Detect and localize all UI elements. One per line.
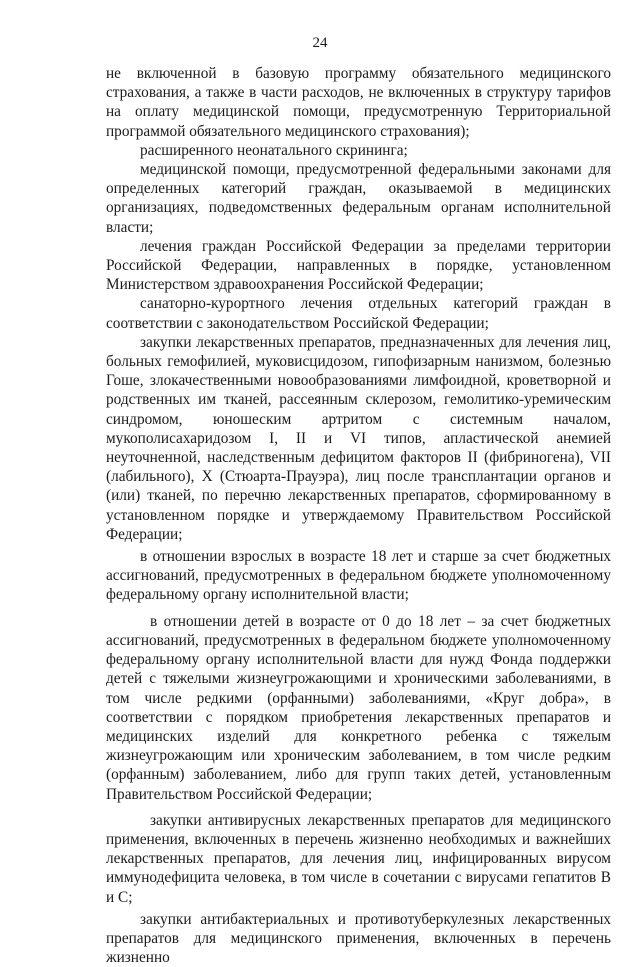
paragraph-antiviral-procurement: закупки антивирусных лекарственных препаратов для медицинского применения, включенных в перечень жизненно необходимых и важнейших лекарственных препаратов, для лечения лиц, инфицированных вирусом иммунодефицита человека, в том числе в сочетании с вирусами гепатитов B и C;: [106, 811, 611, 906]
paragraph-sanatorium-treatment: санаторно-курортного лечения отдельных категорий граждан в соответствии с законодательством Российской Федерации;: [106, 295, 611, 332]
paragraph-continuation: не включенной в базовую программу обязательного медицинского страхования, а также в части расходов, не включенных в структуру тарифов на оплату медицинской помощи, предусмотренную Территориальной программой обязательного медицинского страхования);: [106, 65, 611, 140]
page-number: 24: [312, 35, 328, 51]
document-body: [106, 64, 611, 967]
paragraph-treatment-abroad: лечения граждан Российской Федерации за пределами территории Российской Федерации, направленных в порядке, установленном Министерством здравоохранения Российской Федерации;: [106, 237, 611, 294]
paragraph-federal-laws-care: медицинской помощи, предусмотренной федеральными законами для определенных категорий граждан, оказываемой в медицинских организациях, подведомственных федеральным органам исполнительной власти;: [106, 161, 611, 236]
paragraph-antibacterial-procurement: закупки антибактериальных и противотуберкулезных лекарственных препаратов для медицинского применения, включенных в перечень жизненно: [106, 910, 611, 967]
paragraph-children: в отношении детей в возрасте от 0 до 18 лет – за счет бюджетных ассигнований, предусмотренных в федеральном бюджете уполномоченному федеральному органу исполнительной власти для нужд Фонда поддержки детей с тяжелыми жизнеугрожающими и хроническими заболеваниями, в том числе редкими (орфанными) заболеваниями, «Круг добра», в соответствии с порядком приобретения лекарственных препаратов и медицинских изделий для конкретного ребенка с тяжелым жизнеугрожающим или хроническим заболеванием, в том числе редким (орфанным) заболеванием, либо для групп таких детей, установленным Правительством Российской Федерации;: [106, 612, 611, 803]
paragraph-neonatal-screening: расширенного неонатального скрининга;: [140, 141, 408, 159]
paragraph-adults: в отношении взрослых в возрасте 18 лет и старше за счет бюджетных ассигнований, предусмотренных в федеральном бюджете уполномоченному федеральному органу исполнительной власти;: [106, 548, 611, 604]
paragraph-drug-procurement: закупки лекарственных препаратов, предназначенных для лечения лиц, больных гемофилией, муковисцидозом, гипофизарным нанизмом, болезнью Гоше, злокачественными новообразованиями лимфоидной, кроветворной и родственных им тканей, рассеянным склерозом, гемолитико-уремическим синдромом, юношеским артритом с системным началом, мукополисахаридозом I, II и VI типов, апластической анемией неуточненной, наследственным дефицитом факторов II (фибриногена), VII (лабильного), X (Стюарта-Прауэра), лиц после трансплантации органов и (или) тканей, по перечню лекарственных препаратов, сформированному в установленном порядке и утверждаемому Правительством Российской Федерации;: [106, 333, 611, 543]
